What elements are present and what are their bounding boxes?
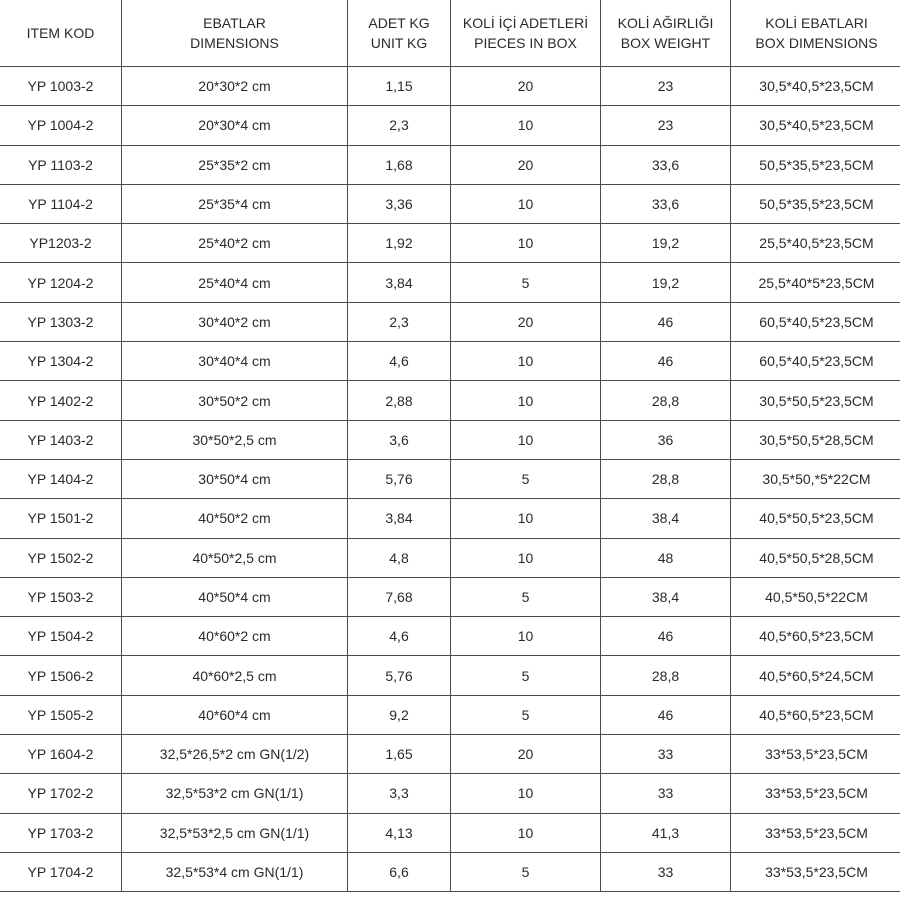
- item-code-cell: YP 1704-2: [0, 852, 122, 891]
- header-line2: BOX WEIGHT: [620, 34, 711, 51]
- header-line1: ITEM KOD: [26, 24, 95, 41]
- table-row: [0, 735, 900, 774]
- item-code-cell: YP 1506-2: [0, 656, 122, 695]
- dimensions-cell: 40*50*2,5 cm: [122, 538, 348, 577]
- pieces-in-box-cell: 20: [451, 302, 601, 341]
- item-code-cell: YP 1104-2: [0, 184, 122, 223]
- dimensions-cell: 30*50*2 cm: [122, 381, 348, 420]
- dimensions-cell: 20*30*2 cm: [122, 67, 348, 106]
- item-code-cell: YP 1504-2: [0, 617, 122, 656]
- unit-kg-cell: 9,2: [348, 695, 451, 734]
- table-row: [0, 302, 900, 341]
- dimensions-cell: 40*50*4 cm: [122, 577, 348, 616]
- box-weight-cell: 46: [601, 302, 731, 341]
- header-line2: UNIT KG: [370, 34, 428, 51]
- pieces-in-box-cell: 10: [451, 342, 601, 381]
- pieces-in-box-cell: 5: [451, 263, 601, 302]
- dimensions-cell: 40*50*2 cm: [122, 499, 348, 538]
- table-row: [0, 381, 900, 420]
- pieces-in-box-cell: 10: [451, 774, 601, 813]
- pieces-in-box-cell: 10: [451, 106, 601, 145]
- table-row: [0, 420, 900, 459]
- dimensions-cell: 25*40*2 cm: [122, 224, 348, 263]
- unit-kg-cell: 1,65: [348, 735, 451, 774]
- unit-kg-cell: 3,3: [348, 774, 451, 813]
- box-weight-cell: 33: [601, 774, 731, 813]
- box-weight-cell: 48: [601, 538, 731, 577]
- box-weight-cell: 23: [601, 106, 731, 145]
- box-dimensions-cell: 60,5*40,5*23,5CM: [731, 342, 900, 381]
- item-code-cell: YP 1304-2: [0, 342, 122, 381]
- pieces-in-box-cell: 5: [451, 656, 601, 695]
- pieces-in-box-cell: 5: [451, 459, 601, 498]
- table-row: [0, 813, 900, 852]
- unit-kg-cell: 2,3: [348, 302, 451, 341]
- pieces-in-box-cell: 10: [451, 184, 601, 223]
- box-weight-cell: 41,3: [601, 813, 731, 852]
- item-code-cell: YP 1505-2: [0, 695, 122, 734]
- unit-kg-cell: 4,8: [348, 538, 451, 577]
- dimensions-cell: 30*50*2,5 cm: [122, 420, 348, 459]
- box-weight-cell: 33,6: [601, 145, 731, 184]
- box-dimensions-cell: 50,5*35,5*23,5CM: [731, 184, 900, 223]
- header-line1: KOLİ EBATLARI: [765, 14, 868, 31]
- box-dimensions-cell: 40,5*60,5*23,5CM: [731, 695, 900, 734]
- table-row: [0, 342, 900, 381]
- header-line1: KOLİ AĞIRLIĞI: [617, 14, 714, 31]
- pieces-in-box-cell: 20: [451, 67, 601, 106]
- box-weight-cell: 38,4: [601, 577, 731, 616]
- pieces-in-box-cell: 5: [451, 577, 601, 616]
- table-row: [0, 263, 900, 302]
- table-row: [0, 184, 900, 223]
- unit-kg-cell: 3,36: [348, 184, 451, 223]
- box-weight-cell: 33,6: [601, 184, 731, 223]
- dimensions-cell: 32,5*53*2 cm GN(1/1): [122, 774, 348, 813]
- table-row: [0, 67, 900, 106]
- box-weight-cell: 36: [601, 420, 731, 459]
- box-dimensions-cell: 30,5*40,5*23,5CM: [731, 67, 900, 106]
- item-code-cell: YP 1703-2: [0, 813, 122, 852]
- box-weight-cell: 46: [601, 695, 731, 734]
- unit-kg-cell: 4,6: [348, 342, 451, 381]
- dimensions-cell: 30*40*2 cm: [122, 302, 348, 341]
- header-box-weight: [601, 0, 731, 67]
- box-dimensions-cell: 60,5*40,5*23,5CM: [731, 302, 900, 341]
- box-dimensions-cell: 40,5*50,5*23,5CM: [731, 499, 900, 538]
- item-code-cell: YP 1604-2: [0, 735, 122, 774]
- dimensions-cell: 30*40*4 cm: [122, 342, 348, 381]
- table-row: [0, 617, 900, 656]
- item-code-cell: YP 1503-2: [0, 577, 122, 616]
- item-code-cell: YP 1502-2: [0, 538, 122, 577]
- box-dimensions-cell: 30,5*50,*5*22CM: [731, 459, 900, 498]
- box-dimensions-cell: 33*53,5*23,5CM: [731, 813, 900, 852]
- unit-kg-cell: 1,15: [348, 67, 451, 106]
- table-row: [0, 224, 900, 263]
- box-dimensions-cell: 30,5*40,5*23,5CM: [731, 106, 900, 145]
- item-code-cell: YP 1702-2: [0, 774, 122, 813]
- box-weight-cell: 19,2: [601, 263, 731, 302]
- header-pieces-in-box: [451, 0, 601, 67]
- table-row: [0, 852, 900, 891]
- dimensions-cell: 40*60*2,5 cm: [122, 656, 348, 695]
- pieces-in-box-cell: 20: [451, 735, 601, 774]
- box-dimensions-cell: 33*53,5*23,5CM: [731, 774, 900, 813]
- unit-kg-cell: 5,76: [348, 656, 451, 695]
- pieces-in-box-cell: 10: [451, 499, 601, 538]
- item-code-cell: YP 1403-2: [0, 420, 122, 459]
- item-code-cell: YP 1004-2: [0, 106, 122, 145]
- dimensions-cell: 32,5*53*4 cm GN(1/1): [122, 852, 348, 891]
- dimensions-cell: 25*35*4 cm: [122, 184, 348, 223]
- box-weight-cell: 46: [601, 617, 731, 656]
- table-row: [0, 459, 900, 498]
- table-body: [0, 67, 900, 892]
- dimensions-cell: 20*30*4 cm: [122, 106, 348, 145]
- table-row: [0, 145, 900, 184]
- box-dimensions-cell: 30,5*50,5*28,5CM: [731, 420, 900, 459]
- unit-kg-cell: 2,3: [348, 106, 451, 145]
- table-row: [0, 656, 900, 695]
- item-code-cell: YP1203-2: [0, 224, 122, 263]
- unit-kg-cell: 2,88: [348, 381, 451, 420]
- unit-kg-cell: 6,6: [348, 852, 451, 891]
- box-weight-cell: 23: [601, 67, 731, 106]
- unit-kg-cell: 1,92: [348, 224, 451, 263]
- header-dimensions: [122, 0, 348, 67]
- dimensions-cell: 32,5*26,5*2 cm GN(1/2): [122, 735, 348, 774]
- box-weight-cell: 33: [601, 852, 731, 891]
- box-dimensions-cell: 25,5*40,5*23,5CM: [731, 224, 900, 263]
- box-dimensions-cell: 40,5*50,5*28,5CM: [731, 538, 900, 577]
- box-weight-cell: 28,8: [601, 459, 731, 498]
- pieces-in-box-cell: 5: [451, 852, 601, 891]
- item-code-cell: YP 1303-2: [0, 302, 122, 341]
- box-dimensions-cell: 30,5*50,5*23,5CM: [731, 381, 900, 420]
- box-weight-cell: 28,8: [601, 656, 731, 695]
- item-code-cell: YP 1404-2: [0, 459, 122, 498]
- box-dimensions-cell: 40,5*60,5*23,5CM: [731, 617, 900, 656]
- pieces-in-box-cell: 10: [451, 420, 601, 459]
- pieces-in-box-cell: 10: [451, 813, 601, 852]
- unit-kg-cell: 3,84: [348, 263, 451, 302]
- table-row: [0, 499, 900, 538]
- item-code-cell: YP 1204-2: [0, 263, 122, 302]
- pieces-in-box-cell: 10: [451, 617, 601, 656]
- table-row: [0, 695, 900, 734]
- box-dimensions-cell: 33*53,5*23,5CM: [731, 735, 900, 774]
- header-line1: EBATLAR: [203, 14, 266, 31]
- pieces-in-box-cell: 10: [451, 538, 601, 577]
- item-code-cell: YP 1501-2: [0, 499, 122, 538]
- dimensions-cell: 25*40*4 cm: [122, 263, 348, 302]
- item-code-cell: YP 1103-2: [0, 145, 122, 184]
- pieces-in-box-cell: 5: [451, 695, 601, 734]
- header-box-dimensions: [731, 0, 900, 67]
- dimensions-cell: 32,5*53*2,5 cm GN(1/1): [122, 813, 348, 852]
- item-code-cell: YP 1003-2: [0, 67, 122, 106]
- header-line2: PIECES IN BOX: [474, 34, 577, 51]
- header-item-code: [0, 0, 122, 67]
- unit-kg-cell: 4,6: [348, 617, 451, 656]
- box-dimensions-cell: 25,5*40*5*23,5CM: [731, 263, 900, 302]
- box-dimensions-cell: 33*53,5*23,5CM: [731, 852, 900, 891]
- box-dimensions-cell: 50,5*35,5*23,5CM: [731, 145, 900, 184]
- box-dimensions-cell: 40,5*50,5*22CM: [731, 577, 900, 616]
- unit-kg-cell: 1,68: [348, 145, 451, 184]
- unit-kg-cell: 7,68: [348, 577, 451, 616]
- table-row: [0, 577, 900, 616]
- header-line2: DIMENSIONS: [190, 34, 279, 51]
- table-row: [0, 774, 900, 813]
- item-code-cell: YP 1402-2: [0, 381, 122, 420]
- table-row: [0, 538, 900, 577]
- dimensions-cell: 25*35*2 cm: [122, 145, 348, 184]
- header-line1: KOLİ İÇİ ADETLERİ: [462, 14, 589, 31]
- box-weight-cell: 46: [601, 342, 731, 381]
- box-weight-cell: 19,2: [601, 224, 731, 263]
- table-row: [0, 106, 900, 145]
- header-row: [0, 0, 900, 67]
- header-line2: BOX DIMENSIONS: [755, 34, 878, 51]
- box-weight-cell: 33: [601, 735, 731, 774]
- unit-kg-cell: 3,6: [348, 420, 451, 459]
- box-dimensions-cell: 40,5*60,5*24,5CM: [731, 656, 900, 695]
- unit-kg-cell: 5,76: [348, 459, 451, 498]
- dimensions-cell: 40*60*2 cm: [122, 617, 348, 656]
- pieces-in-box-cell: 10: [451, 381, 601, 420]
- box-weight-cell: 38,4: [601, 499, 731, 538]
- unit-kg-cell: 4,13: [348, 813, 451, 852]
- header-line1: ADET KG: [368, 14, 430, 31]
- dimensions-cell: 40*60*4 cm: [122, 695, 348, 734]
- unit-kg-cell: 3,84: [348, 499, 451, 538]
- dimensions-cell: 30*50*4 cm: [122, 459, 348, 498]
- header-unit-kg: [348, 0, 451, 67]
- pieces-in-box-cell: 10: [451, 224, 601, 263]
- box-weight-cell: 28,8: [601, 381, 731, 420]
- pieces-in-box-cell: 20: [451, 145, 601, 184]
